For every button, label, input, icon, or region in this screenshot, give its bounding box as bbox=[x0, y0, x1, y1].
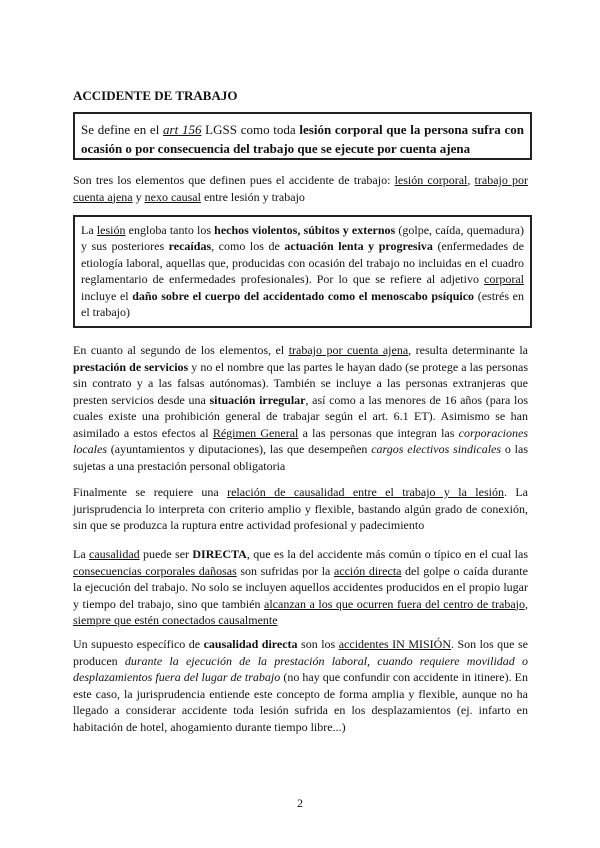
paragraph-causalidad-directa bbox=[73, 546, 528, 629]
lesion-box bbox=[73, 215, 532, 328]
bold-span: situación irregular bbox=[209, 392, 306, 407]
underlined-span: consecuencias corporales dañosas bbox=[73, 563, 237, 578]
text-span: , que es la del accidente más común o típico en el cual las bbox=[246, 547, 529, 561]
italic-span: corporaciones locales bbox=[73, 425, 528, 456]
underlined-span: trabajo por cuenta ajena bbox=[288, 343, 409, 357]
underlined-span: lesión bbox=[96, 223, 126, 237]
text-span: . La jurisprudencia lo interpreta con criterio amplio y flexible, bastando algún grado de conexión, sin que se produzca la ruptura entre actividad profesional y padecimiento bbox=[73, 485, 528, 532]
underlined-span: Régimen General bbox=[212, 425, 299, 440]
text-span: son sufridas por la bbox=[236, 563, 334, 578]
definition-box bbox=[73, 112, 532, 160]
text-span: , resulta determinante la bbox=[408, 343, 528, 357]
text-span: incluye el bbox=[81, 288, 133, 303]
text-span: (golpe, caída, quemadura) y sus posteriores bbox=[81, 223, 524, 254]
text-span: Son tres los elementos que definen pues el accidente de trabajo: bbox=[73, 173, 395, 187]
text-span: , bbox=[467, 173, 475, 187]
text-span: Se define en el bbox=[81, 122, 164, 137]
intro-paragraph bbox=[73, 172, 528, 205]
text-span: entre lesión y trabajo bbox=[200, 189, 305, 204]
text-span: En cuanto al segundo de los elementos, el bbox=[73, 343, 289, 357]
text-span: o las sujetas a una prestación personal obligatoria bbox=[73, 442, 528, 473]
text-span: del golpe o caída durante la ejecución del trabajo. No solo se incluyen aquellos accidentes producidos en el propio lugar y tiempo del trabajo, sino que también bbox=[73, 563, 528, 611]
text-span: , así como a las menores de 16 años (para los cuales existe una prohibición general de trabajar según el art. 6.1 ET). Asimismo se han asimilado a estos efectos al bbox=[73, 392, 528, 440]
bold-span: prestación de servicios bbox=[73, 359, 189, 374]
text-span: (no hay que confundir con accidente in itinere). En este caso, la jurisprudencia entiende este concepto de forma amplia y flexible, aunque no ha llegado a considerar accidente toda lesión sufrida en los desplazamientos (ej. infarto en habitación de hotel, ahogamiento durante tiempo libre...) bbox=[73, 670, 528, 734]
underlined-span: causalidad bbox=[89, 547, 140, 561]
text-span: Finalmente se requiere una bbox=[73, 485, 228, 499]
underlined-span: trabajo por cuenta ajena bbox=[73, 173, 528, 204]
underlined-span: corporal bbox=[484, 272, 524, 287]
text-span: son los bbox=[297, 637, 339, 651]
page-number: 2 bbox=[297, 796, 303, 810]
paragraph-in-mision bbox=[73, 636, 528, 735]
text-span: LGSS como toda bbox=[201, 122, 300, 137]
underlined-span: alcanzan a los que ocurren fuera del centro de trabajo, siempre que estén conectados causalmente bbox=[73, 596, 528, 627]
definition-text bbox=[81, 120, 524, 158]
underlined-span: lesión corporal bbox=[394, 173, 468, 187]
text-span: engloba tanto los bbox=[125, 223, 215, 237]
text-span: . Son los que se producen bbox=[73, 637, 528, 668]
article-link[interactable]: art 156 bbox=[163, 122, 202, 137]
lesion-text bbox=[81, 222, 524, 320]
bold-span: recaídas bbox=[168, 239, 212, 254]
text-span: (ayuntamientos y diputaciones), las que desempeñen bbox=[107, 442, 372, 456]
text-span: (enfermedades de etiología laboral, aquellas que, producidas con ocasión del trabajo no incluidas en el cuadro reglamentario de enfermedades profesionales). Por lo que se refiere al adjetivo bbox=[81, 239, 524, 287]
italic-span: durante la ejecución de la prestación laboral, cuando requiere movilidad o desplazamientos fuera del lugar de trabajo bbox=[73, 653, 528, 684]
underlined-span: acción directa bbox=[333, 563, 402, 578]
text-span: Un supuesto específico de bbox=[73, 637, 204, 651]
text-span: La bbox=[73, 547, 90, 561]
text-span: , como los de bbox=[211, 239, 285, 254]
text-span: y no el nombre que las partes le hayan dado (se protege a las personas sin contrato y a las falsas autónomas). También se incluye a las personas extranjeras que presten servicios desde una bbox=[73, 359, 528, 407]
text-span: (estrés en el trabajo) bbox=[81, 288, 524, 320]
underlined-span: accidentes IN MISIÓN bbox=[338, 637, 452, 651]
bold-span: daño sobre el cuerpo del accidentado como el menoscabo psíquico bbox=[132, 288, 475, 303]
page-title: ACCIDENTE DE TRABAJO bbox=[73, 88, 238, 103]
bold-span: hechos violentos, súbitos y externos bbox=[214, 223, 396, 237]
paragraph-causalidad bbox=[73, 484, 528, 534]
bold-span: DIRECTA bbox=[192, 547, 247, 561]
paragraph-cuenta-ajena bbox=[73, 342, 528, 474]
italic-span: cargos electivos sindicales bbox=[371, 442, 502, 456]
underlined-span: nexo causal bbox=[144, 189, 201, 204]
bold-span: causalidad directa bbox=[203, 637, 298, 651]
text-span: a las personas que integran las bbox=[298, 425, 459, 440]
bold-span: lesión corporal que la persona sufra con ocasión o por consecuencia del trabajo que se ejecute por cuenta ajena bbox=[81, 122, 525, 156]
text-span: puede ser bbox=[139, 547, 193, 561]
text-span: y bbox=[132, 189, 145, 204]
underlined-span: relación de causalidad entre el trabajo y la lesión bbox=[227, 485, 504, 499]
text-span: La bbox=[81, 223, 97, 237]
bold-span: actuación lenta y progresiva bbox=[284, 239, 433, 254]
